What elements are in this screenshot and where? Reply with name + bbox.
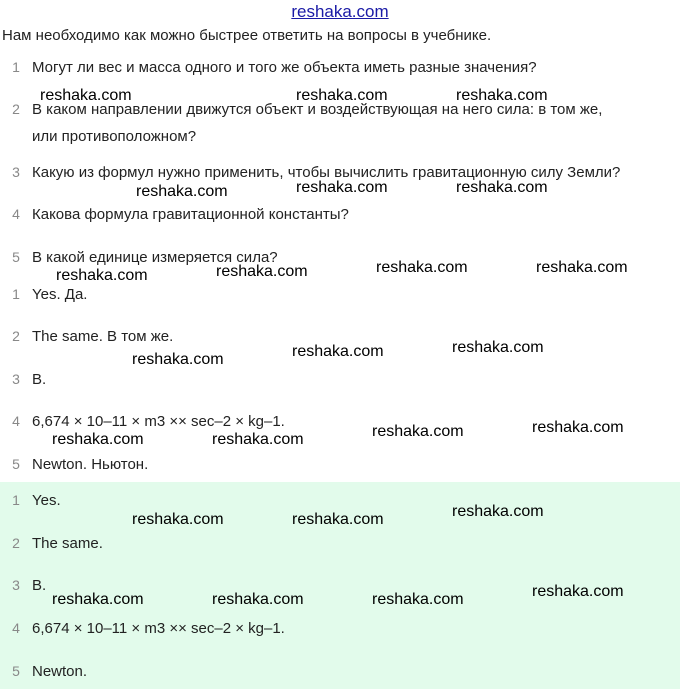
watermark: reshaka.com — [212, 591, 304, 608]
watermark: reshaka.com — [56, 267, 148, 284]
watermark: reshaka.com — [452, 503, 544, 520]
watermark: reshaka.com — [52, 431, 144, 448]
site-title[interactable]: reshaka.com — [291, 2, 389, 21]
watermark: reshaka.com — [372, 423, 464, 440]
watermark: reshaka.com — [452, 339, 544, 356]
watermark: reshaka.com — [376, 259, 468, 276]
question-text: В каком направлении движутся объект и воздействующая на него сила: в том же, — [32, 101, 603, 118]
answer-en-2 — [0, 535, 680, 555]
answer-number: 1 — [12, 286, 20, 302]
answer-text: Newton. Ньютон. — [32, 456, 149, 473]
question-2-continued — [0, 128, 680, 148]
answer-text: 6,674 × 10–11 × m3 ×× sec–2 × kg–1. — [32, 413, 285, 430]
answer-number: 1 — [12, 492, 20, 508]
watermark: reshaka.com — [296, 87, 388, 104]
answer-number: 4 — [12, 620, 20, 636]
answer-text: B. — [32, 577, 47, 594]
answer-en-1 — [0, 492, 680, 512]
answer-en-5 — [0, 663, 680, 683]
watermark: reshaka.com — [292, 343, 384, 360]
watermark: reshaka.com — [216, 263, 308, 280]
question-text: Могут ли вес и масса одного и того же объекта иметь разные значения? — [32, 59, 537, 76]
answer-number: 2 — [12, 328, 20, 344]
answer-number: 4 — [12, 413, 20, 429]
watermark: reshaka.com — [212, 431, 304, 448]
answer-text: The same. — [32, 535, 103, 552]
question-text: Какую из формул нужно применить, чтобы вычислить гравитационную силу Земли? — [32, 164, 621, 181]
answer-number: 5 — [12, 663, 20, 679]
answer-text: Yes. Да. — [32, 286, 88, 303]
answer-text: Newton. — [32, 663, 88, 680]
answer-number: 3 — [12, 371, 20, 387]
question-number: 1 — [12, 59, 20, 75]
watermark: reshaka.com — [132, 351, 224, 368]
watermark: reshaka.com — [456, 87, 548, 104]
answer-text: The same. В том же. — [32, 328, 174, 345]
watermark: reshaka.com — [532, 419, 624, 436]
intro-text: Нам необходимо как можно быстрее ответить на вопросы в учебнике. — [2, 27, 492, 44]
answer-number: 2 — [12, 535, 20, 551]
question-number: 4 — [12, 206, 20, 222]
answer-text: Yes. — [32, 492, 61, 509]
watermark: reshaka.com — [372, 591, 464, 608]
answer-number: 5 — [12, 456, 20, 472]
watermark: reshaka.com — [136, 183, 228, 200]
question-number: 2 — [12, 101, 20, 117]
watermark: reshaka.com — [40, 87, 132, 104]
watermark: reshaka.com — [292, 511, 384, 528]
answer-text: B. — [32, 371, 47, 388]
question-4 — [0, 206, 680, 226]
watermark: reshaka.com — [296, 179, 388, 196]
watermark: reshaka.com — [532, 583, 624, 600]
answer-ru-1 — [0, 286, 680, 306]
question-text: В какой единице измеряется сила? — [32, 249, 278, 266]
answer-en-4 — [0, 620, 680, 640]
watermark: reshaka.com — [456, 179, 548, 196]
question-text: или противоположном? — [32, 128, 197, 145]
question-number: 3 — [12, 164, 20, 180]
answer-ru-3 — [0, 371, 680, 391]
question-1 — [0, 59, 680, 79]
answer-number: 3 — [12, 577, 20, 593]
watermark: reshaka.com — [132, 511, 224, 528]
answer-text: 6,674 × 10–11 × m3 ×× sec–2 × kg–1. — [32, 620, 285, 637]
answer-ru-5 — [0, 456, 680, 476]
watermark: reshaka.com — [536, 259, 628, 276]
watermark: reshaka.com — [52, 591, 144, 608]
question-number: 5 — [12, 249, 20, 265]
question-text: Какова формула гравитационной константы? — [32, 206, 349, 223]
